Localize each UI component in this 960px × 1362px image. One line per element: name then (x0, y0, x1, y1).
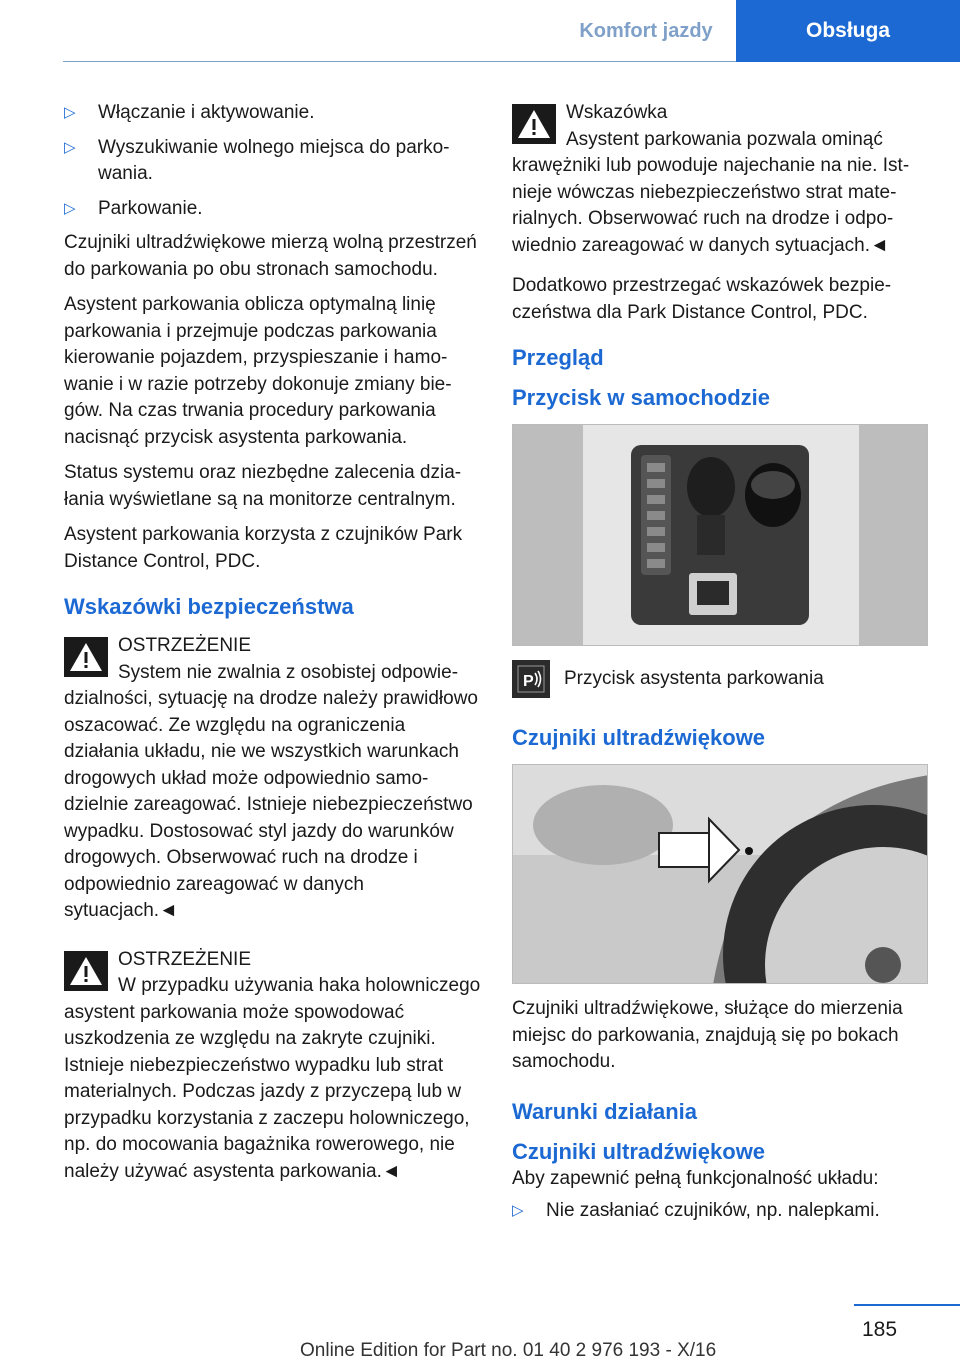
paragraph: Dodatkowo przestrzegać wskazówek bezpieczeństwa dla Park Distance Control, PDC. (512, 275, 892, 323)
warning-text: System nie zwalnia z osobistej odpowiedzialności, sytuację na drodze należy prawidłowo oszacować. Ze względu na ograniczenia działania układu, nie we wszystkich warunkach drogowych układ może odpowiednio samodzielnie zareagować. Istnieje niebezpieczeństwo wypadku. Dostosować styl jazdy do warunków drogowych. Obserwować ruch na drodze i odpowiednio zareagować w danych sytuacjach.◄ (64, 661, 479, 921)
warning-title: OSTRZEŻENIE (118, 948, 252, 970)
list-item: ▷ Włączanie i aktywowanie. (64, 100, 482, 127)
button-caption-row (512, 660, 932, 698)
section-heading: Przegląd (512, 345, 604, 370)
note-text: Asystent parkowania pozwala ominąć krawężniki lub powoduje najechanie na nie. Istnieje wówczas niebezpieczeństwo strat materialnych. Obserwować ruch na drodze i odpowiednio zareagować w danych sytuacjach.◄ (512, 128, 910, 256)
subsection-heading: Czujniki ultradźwiękowe (512, 1138, 766, 1164)
triangle-bullet-icon: ▷ (64, 104, 76, 121)
paragraph: Czujniki ultradźwiękowe mierzą wolną przestrzeń do parkowania po obu stronach samochodu. (64, 232, 477, 280)
warning-icon (512, 104, 556, 144)
left-column (64, 100, 482, 1207)
page-header (556, 0, 960, 62)
button-caption: Przycisk asystenta parkowania (564, 667, 824, 689)
chapter-tab: Obsługa (736, 0, 960, 62)
svg-text:P: P (523, 673, 534, 690)
section-heading: Warunki działania (512, 1098, 698, 1124)
sensors-caption: Czujniki ultradźwiękowe, służące do mierzenia miejsc do parkowania, znajdują się po bokach samochodu. (512, 998, 903, 1072)
paragraph: Asystent parkowania korzysta z czujników Park Distance Control, PDC. (64, 524, 463, 572)
right-column (512, 100, 932, 1233)
warning-icon (64, 637, 108, 677)
section-tab: Komfort jazdy (579, 19, 713, 42)
paragraph: Aby zapewnić pełną funkcjonalność układu: (512, 1167, 879, 1189)
paragraph: Asystent parkowania oblicza optymalną linię parkowania i przejmuje podczas parkowania kierowanie pojazdem, przyspieszanie i hamowanie i w razie potrzeby dokonuje zmiany biegów. Na czas trwania procedury parkowania nacisnąć przycisk asystenta parkowania. (64, 294, 452, 448)
parking-assistant-button-icon (512, 660, 550, 698)
note-block (512, 100, 932, 259)
warning-block (64, 947, 482, 1186)
ultrasonic-sensor-photo (512, 764, 928, 984)
center-console-photo (512, 424, 928, 646)
footer-rule (854, 1304, 960, 1306)
list-item: ▷ Parkowanie. (64, 196, 482, 223)
triangle-bullet-icon: ▷ (64, 138, 76, 156)
edition-footer: Online Edition for Part no. 01 40 2 976 193 - X/16 (300, 1340, 717, 1361)
triangle-bullet-icon: ▷ (512, 1202, 524, 1219)
section-heading: Wskazówki bezpieczeństwa (64, 594, 354, 619)
warning-title: OSTRZEŻENIE (118, 635, 252, 656)
page-number: 185 (862, 1318, 898, 1341)
warning-block (64, 633, 482, 925)
header-rule (63, 61, 736, 62)
section-heading: Czujniki ultradźwiękowe (512, 725, 766, 750)
warning-text: W przypadku używania haka holowniczego asystent parkowania może spowodować uszkodzenia ze względu na zakryte czujniki. Istnieje niebezpieczeństwo wypadku lub strat materialnych. Podczas jazdy z przyczepą lub w przypadku korzystania z zaczepu holowniczego, np. do mocowania bagażnika rowerowego, nie należy używać asystenta parkowania.◄ (64, 975, 481, 1182)
warning-icon (64, 951, 108, 991)
subsection-heading: Przycisk w samochodzie (512, 385, 770, 410)
note-title: Wskazówka (566, 102, 668, 123)
triangle-bullet-icon: ▷ (64, 199, 76, 217)
list-item: ▷ Wyszukiwanie wolnego miejsca do parkowania. (64, 135, 482, 188)
list-item: ▷ Nie zasłaniać czujników, np. nalepkami. (512, 1198, 932, 1225)
paragraph: Status systemu oraz niezbędne zalecenia działania wyświetlane są na monitorze centralnym. (64, 462, 462, 510)
